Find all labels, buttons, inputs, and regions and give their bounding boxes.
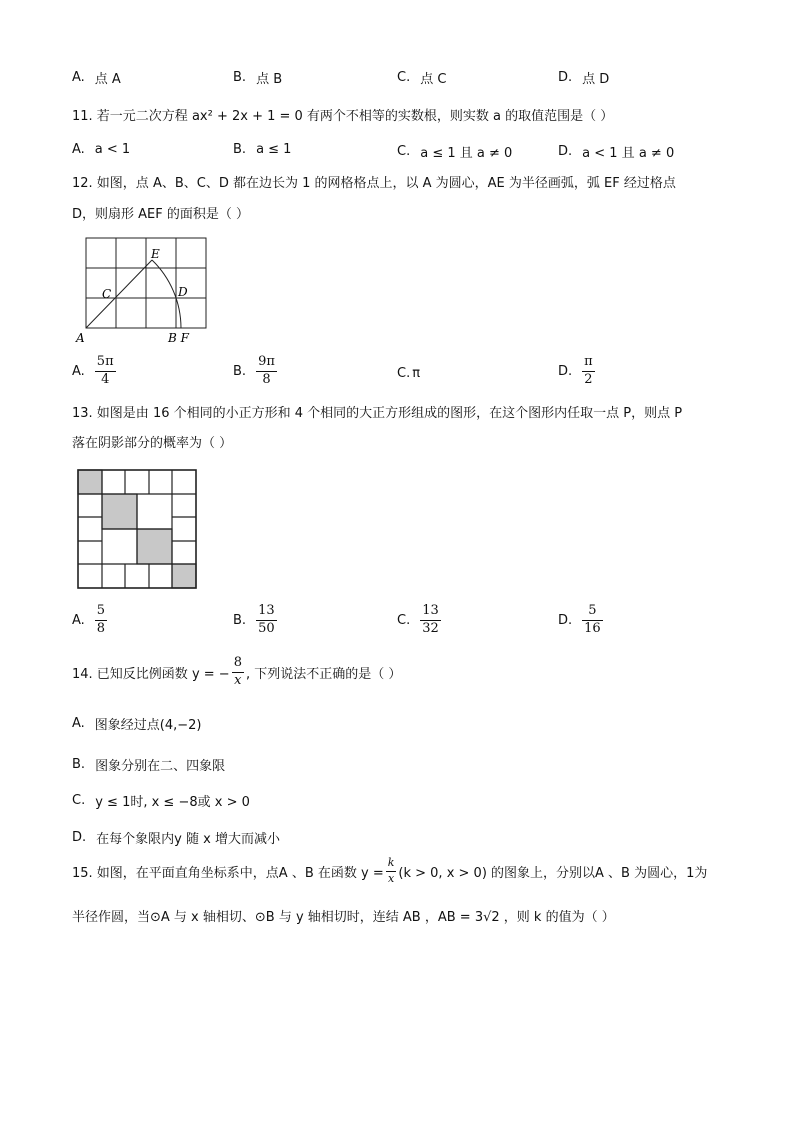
q12-option-d-label: D. bbox=[558, 363, 573, 379]
q13-option-d-fraction bbox=[582, 604, 603, 637]
q12-option-b-fraction bbox=[256, 355, 277, 388]
q14-option-a-text: 图象经过点(4,−2) bbox=[94, 718, 202, 733]
q13-stem-line2: 落在阴影部分的概率为（ ） bbox=[72, 436, 233, 451]
q14-option-d bbox=[72, 828, 280, 847]
q12-label-a: A bbox=[76, 331, 85, 345]
q11-option-b bbox=[233, 142, 291, 157]
q10-option-c bbox=[397, 68, 446, 87]
q12-option-d bbox=[558, 355, 595, 388]
q12-option-a bbox=[72, 355, 116, 388]
q12-stem-line2: D，则扇形 AEF 的面积是（ ） bbox=[72, 207, 249, 222]
q12-option-a-num: 5π bbox=[96, 354, 114, 369]
q10-option-b-text: 点 B bbox=[256, 72, 283, 87]
q12-label-d: D bbox=[178, 285, 188, 299]
q10-option-c-label: C. bbox=[397, 70, 411, 85]
q12-label-bf: B F bbox=[168, 331, 189, 345]
q13-option-b-den: 50 bbox=[258, 620, 275, 636]
q13-option-b-num: 13 bbox=[258, 603, 275, 618]
q14-option-c-label: C. bbox=[72, 793, 86, 808]
q12-label-c: C bbox=[102, 287, 112, 301]
q12-stem-line1: 12. 如图，点 A、B、C、D 都在边长为 1 的网格格点上，以 A 为圆心，AE 为半径画弧，弧 EF 经过格点 bbox=[72, 176, 676, 191]
q15-stem-line2: 半径作圆，当⊙A 与 x 轴相切、⊙B 与 y 轴相切时，连结 AB ，AB = 3√2 ，则 k 的值为（ ） bbox=[72, 910, 615, 925]
q13-shaded-small-square bbox=[78, 470, 102, 494]
q12-option-c-label: C. bbox=[397, 366, 411, 381]
q15-stem-line1 bbox=[72, 857, 707, 885]
q14-option-b-label: B. bbox=[72, 757, 86, 772]
q10-option-a-label: A. bbox=[72, 70, 85, 85]
q14-option-a-label: A. bbox=[72, 716, 85, 731]
q15-stem-suffix: (k > 0, x > 0) 的图象上，分别以A 、B 为圆心，1为 bbox=[398, 865, 708, 881]
q12-option-c bbox=[397, 366, 420, 381]
q11-option-a-text: a < 1 bbox=[94, 142, 131, 157]
q13-option-b-fraction bbox=[256, 604, 277, 637]
q14-option-b-text: 图象分别在二、四象限 bbox=[95, 759, 226, 774]
q12-option-a-fraction bbox=[95, 355, 116, 388]
q11-option-b-label: B. bbox=[233, 142, 247, 157]
q13-option-c-label: C. bbox=[397, 612, 411, 628]
q12-label-e: E bbox=[151, 247, 160, 261]
q13-option-d-den: 16 bbox=[584, 620, 601, 636]
q12-option-b-label: B. bbox=[233, 363, 247, 379]
q11-option-a-label: A. bbox=[72, 142, 85, 157]
q13-stem-line1: 13. 如图是由 16 个相同的小正方形和 4 个相同的大正方形组成的图形，在这个图形内任取一点 P，则点 P bbox=[72, 406, 683, 421]
q10-option-d bbox=[558, 68, 609, 87]
q10-option-c-text: 点 C bbox=[420, 72, 447, 87]
q13-option-a-fraction bbox=[95, 604, 107, 637]
q14-stem-prefix: 14. 已知反比例函数 y = − bbox=[72, 666, 230, 682]
q13-shaded-large-square bbox=[102, 494, 137, 529]
q10-option-d-label: D. bbox=[558, 70, 573, 85]
q12-option-b-den: 8 bbox=[262, 371, 271, 387]
q13-shaded-small-square bbox=[172, 564, 196, 588]
q12-arc-ef bbox=[152, 260, 181, 328]
q15-frac-den: x bbox=[387, 871, 395, 885]
q14-option-b bbox=[72, 755, 225, 774]
q13-option-a-num: 5 bbox=[96, 603, 106, 618]
q12-option-a-label: A. bbox=[72, 363, 85, 379]
q12-option-c-text: π bbox=[412, 366, 421, 381]
q13-option-a-den: 8 bbox=[96, 620, 106, 636]
q14-stem-fraction bbox=[232, 656, 244, 689]
q13-option-c-den: 32 bbox=[422, 620, 439, 636]
q13-option-d-label: D. bbox=[558, 612, 573, 628]
q11-stem: 11. 若一元二次方程 ax² + 2x + 1 = 0 有两个不相等的实数根，则实数 a 的取值范围是（ ） bbox=[72, 109, 614, 124]
q11-option-c-text: a ≤ 1 且 a ≠ 0 bbox=[420, 146, 513, 161]
q14-stem bbox=[72, 656, 401, 689]
q11-option-d-text: a < 1 且 a ≠ 0 bbox=[582, 146, 675, 161]
q14-stem-suffix: , 下列说法不正确的是（ ） bbox=[245, 666, 402, 682]
q13-option-c-num: 13 bbox=[422, 603, 439, 618]
q15-frac-num: k bbox=[387, 856, 395, 869]
q15-stem-fraction bbox=[386, 857, 397, 885]
q13-option-c bbox=[397, 604, 441, 637]
q11-option-c-label: C. bbox=[397, 144, 411, 159]
q14-frac-den: x bbox=[234, 672, 242, 688]
q10-option-b-label: B. bbox=[233, 70, 247, 85]
q13-shaded-large-square bbox=[137, 529, 172, 564]
q15-stem-prefix: 15. 如图，在平面直角坐标系中，点A 、B 在函数 y = bbox=[72, 865, 384, 881]
q13-option-d-num: 5 bbox=[588, 603, 597, 618]
q12-option-a-den: 4 bbox=[101, 371, 110, 387]
q13-option-b-label: B. bbox=[233, 612, 247, 628]
q11-option-b-text: a ≤ 1 bbox=[256, 142, 292, 157]
q13-option-d bbox=[558, 604, 603, 637]
q10-option-b bbox=[233, 68, 282, 87]
q11-option-c bbox=[397, 142, 512, 161]
q10-option-a bbox=[72, 68, 121, 87]
q14-option-c bbox=[72, 791, 250, 810]
q12-grid-lines bbox=[86, 238, 206, 328]
q12-option-b bbox=[233, 355, 277, 388]
q10-option-a-text: 点 A bbox=[94, 72, 121, 87]
q12-option-d-num: π bbox=[584, 354, 593, 369]
q11-option-d bbox=[558, 142, 674, 161]
q12-option-b-num: 9π bbox=[258, 354, 275, 369]
q13-square-figure bbox=[76, 468, 200, 592]
q14-option-c-text: y ≤ 1时, x ≤ −8或 x > 0 bbox=[95, 795, 250, 810]
q12-option-d-fraction bbox=[582, 355, 595, 388]
q14-frac-num: 8 bbox=[233, 655, 242, 670]
q14-option-d-label: D. bbox=[72, 830, 87, 845]
q13-option-a bbox=[72, 604, 107, 637]
q12-option-d-den: 2 bbox=[584, 371, 593, 387]
q13-option-b bbox=[233, 604, 277, 637]
q11-option-d-label: D. bbox=[558, 144, 573, 159]
q10-option-d-text: 点 D bbox=[582, 72, 610, 87]
q13-option-a-label: A. bbox=[72, 612, 85, 628]
q13-option-c-fraction bbox=[420, 604, 441, 637]
q12-radius-ae bbox=[86, 260, 152, 328]
q14-option-a bbox=[72, 714, 202, 733]
q11-option-a bbox=[72, 142, 130, 157]
q14-option-d-text: 在每个象限内y 随 x 增大而减小 bbox=[96, 832, 280, 847]
q12-grid-figure bbox=[72, 232, 222, 348]
